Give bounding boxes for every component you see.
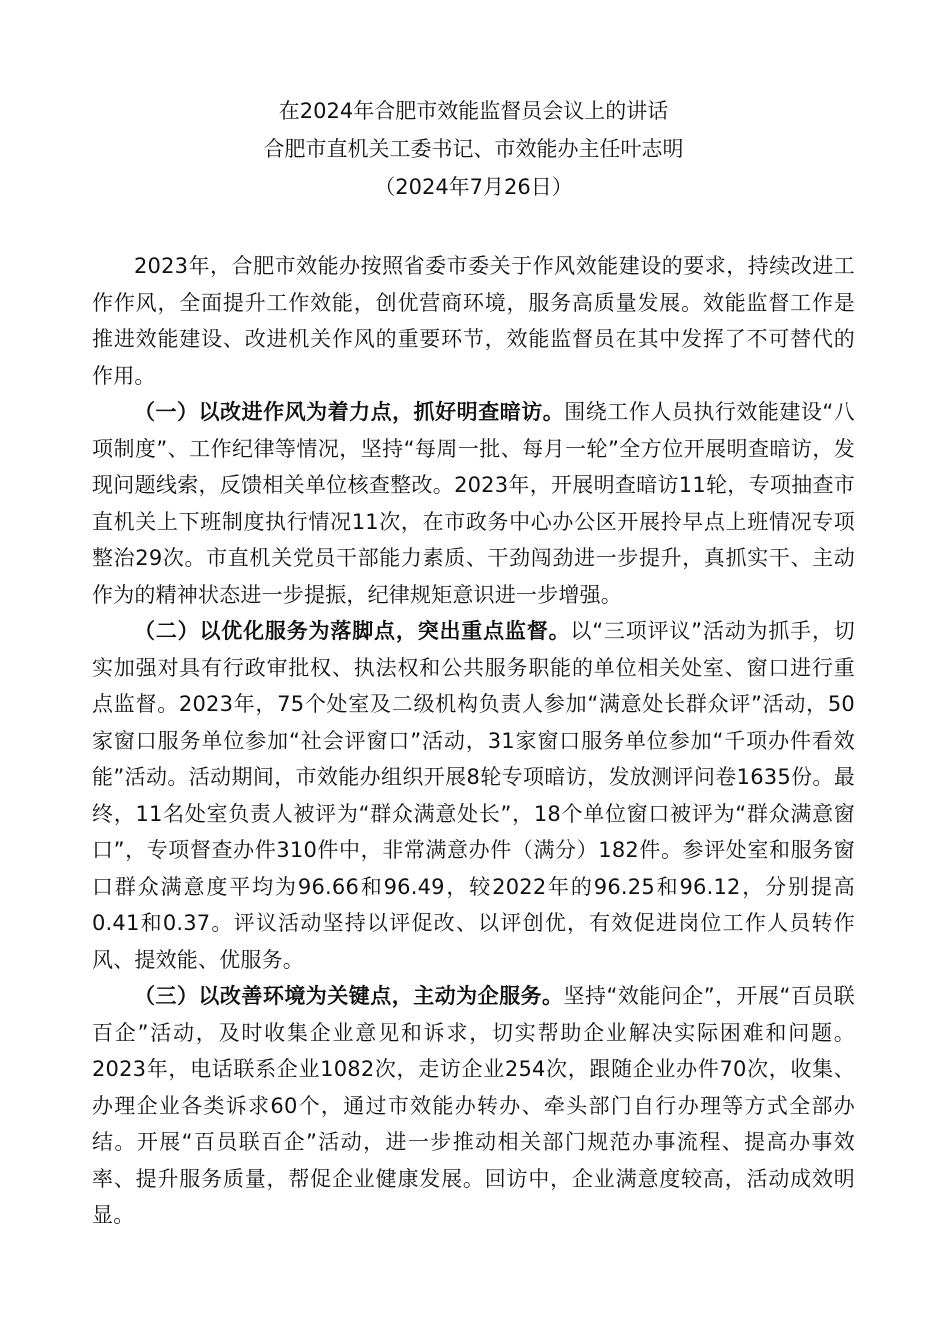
speech-title: 在2024年合肥市效能监督员会议上的讲话 [278,99,669,123]
paragraph-text: 围绕工作人员执行效能建设“八项制度”、工作纪律等情况，坚持“每周一批、每月一轮”全方位开展明查暗访，发现问题线索，反馈相关单位核查整改。2023年，开展明查暗访11轮，专项抽查市直机关上下班制度执行情况11次，在市政务中心办公区开展拎早点上班情况专项整治29次。市直机关党员干部能力素质、干劲闯劲进一步提升，真抓实干、主动作为的精神状态进一步提振，纪律规矩意识进一步增强。 [92,400,855,607]
paragraph-intro [92,248,855,394]
section-heading: （三）以改善环境为关键点，主动为企服务。 [134,984,564,1008]
paragraph-text: 坚持“效能问企”，开展“百员联百企”活动，及时收集企业意见和诉求，切实帮助企业解决实际困难和问题。2023年，电话联系企业1082次，走访企业254次，跟随企业办件70次，收集、办理企业各类诉求60个，通过市效能办转办、牵头部门自行办理等方式全部办结。开展“百员联百企”活动，进一步推动相关部门规范办事流程、提高办事效率、提升服务质量，帮促企业健康发展。回访中，企业满意度较高，活动成效明显。 [92,984,856,1227]
section-heading: （二）以优化服务为落脚点，突出重点监督。 [134,619,571,643]
section-heading: （一）以改进作风为着力点，抓好明查暗访。 [134,400,565,424]
paragraph-text: 以“三项评议”活动为抓手，切实加强对具有行政审批权、执法权和公共服务职能的单位相关处室、窗口进行重点监督。2023年，75个处室及二级机构负责人参加“满意处长群众评”活动，50家窗口服务单位参加“社会评窗口”活动，31家窗口服务单位参加“千项办件看效能”活动。活动期间，市效能办组织开展8轮专项暗访，发放测评问卷1635份。最终，11名处室负责人被评为“群众满意处长”，18个单位窗口被评为“群众满意窗口”，专项督查办件310件中，非常满意办件（满分）182件。参评处室和服务窗口群众满意度平均为96.66和96.49，较2022年的96.25和96.12，分别提高0.41和0.37。评议活动坚持以评促改、以评创优，有效促进岗位工作人员转作风、提效能、优服务。 [92,619,855,972]
paragraph-text: 2023年，合肥市效能办按照省委市委关于作风效能建设的要求，持续改进工作作风，全面提升工作效能，创优营商环境，服务高质量发展。效能监督工作是推进效能建设、改进机关作风的重要环节，效能监督员在其中发挥了不可替代的作用。 [92,254,855,388]
paragraph-section-1 [92,394,855,613]
speech-date: （2024年7月26日） [374,175,573,199]
document-header [92,92,855,206]
paragraph-section-3 [92,978,855,1234]
speaker-line: 合肥市直机关工委书记、市效能办主任叶志明 [263,137,684,161]
paragraph-section-2 [92,613,855,978]
